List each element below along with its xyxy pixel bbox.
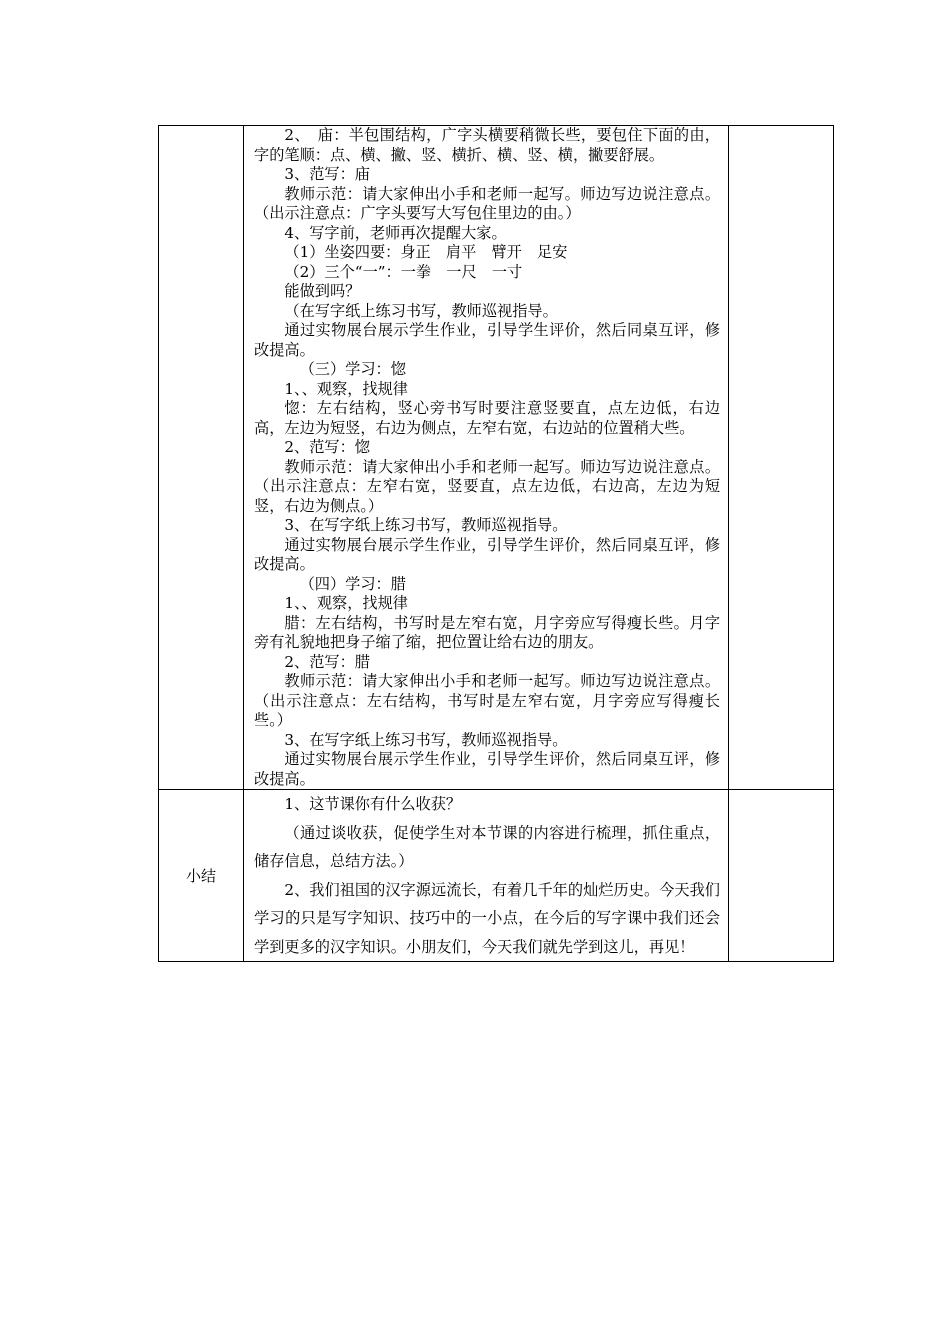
paragraph: 通过实物展台展示学生作业，引导学生评价，然后同桌互评，修改提高。 xyxy=(254,321,720,359)
paragraph: （四）学习：腊 xyxy=(299,574,406,593)
paragraph: （三）学习：惚 xyxy=(299,360,406,378)
paragraph: （通过谈收获，促使学生对本节课的内容进行梳理，抓住重点，储存信息，总结方法。） xyxy=(254,823,720,870)
paragraph: 2、范写：腊 xyxy=(284,652,370,671)
summary-note-cell xyxy=(729,790,834,962)
table-row-summary xyxy=(159,790,834,962)
paragraph: 通过实物展台展示学生作业，引导学生评价，然后同桌互评，修改提高。 xyxy=(254,750,720,788)
summary-content-cell xyxy=(244,790,729,962)
paragraph: 教师示范：请大家伸出小手和老师一起写。师边写边说注意点。（出示注意点：左右结构，书写时是左窄右宽，月字旁应写得瘦长些。） xyxy=(254,672,720,729)
paragraph: 3、范写：庙 xyxy=(284,165,370,183)
paragraph: 能做到吗？ xyxy=(284,282,361,300)
row-content-cell xyxy=(244,126,729,790)
paragraph: 通过实物展台展示学生作业，引导学生评价，然后同桌互评，修改提高。 xyxy=(254,535,720,573)
paragraph: 3、在写字纸上练习书写，教师巡视指导。 xyxy=(284,730,568,749)
paragraph: （在写字纸上练习书写，教师巡视指导。 xyxy=(284,301,558,320)
paragraph: 1、、观察，找规律 xyxy=(284,594,408,612)
row-note-cell xyxy=(729,126,834,790)
paragraph: 1、、观察，找规律 xyxy=(284,379,408,398)
content-paragraphs xyxy=(254,126,720,789)
paragraph: 惚：左右结构，竖心旁书写时要注意竖要直，点左边低，右边高，左边为短竖，右边为侧点，左窄右宽，右边站的位置稍大些。 xyxy=(254,399,720,437)
paragraph: 3、在写字纸上练习书写，教师巡视指导。 xyxy=(284,516,568,534)
paragraph: 2、范写：惚 xyxy=(284,438,370,456)
paragraph: 2、我们祖国的汉字源远流长，有着几千年的灿烂历史。今天我们学习的只是写字知识、技巧中的一小点，在今后的写字课中我们还会学到更多的汉字知识。小朋友们，今天我们就先学到这儿，再见！ xyxy=(254,880,720,956)
lesson-plan-table xyxy=(158,125,834,962)
paragraph: （2）三个“一”：一拳 一尺 一寸 xyxy=(284,262,523,281)
paragraph: 2、 庙：半包围结构，广字头横要稍微长些，要包住下面的由，字的笔顺：点、横、撇、竖、横折、横、竖、横，撇要舒展。 xyxy=(254,126,720,164)
row-label-cell xyxy=(159,126,244,790)
paragraph: （1）坐姿四要：身正 肩平 臂开 足安 xyxy=(284,243,568,261)
table-row-process xyxy=(159,126,834,790)
paragraph: 4、写字前，老师再次提醒大家。 xyxy=(284,223,507,242)
paragraph: 1、这节课你有什么收获？ xyxy=(284,795,462,813)
paragraph: 教师示范：请大家伸出小手和老师一起写。师边写边说注意点。（出示注意点：左窄右宽，竖要直，点左边低，右边高，左边为短竖，右边为侧点。） xyxy=(254,457,720,515)
summary-label: 小结 xyxy=(159,790,244,962)
summary-paragraphs xyxy=(254,790,720,961)
paragraph: 教师示范：请大家伸出小手和老师一起写。师边写边说注意点。（出示注意点：广字头要写大写包住里边的由。） xyxy=(254,184,720,222)
paragraph: 腊：左右结构，书写时是左窄右宽，月字旁应写得瘦长些。月字旁有礼貌地把身子缩了缩，把位置让给右边的朋友。 xyxy=(254,613,720,651)
